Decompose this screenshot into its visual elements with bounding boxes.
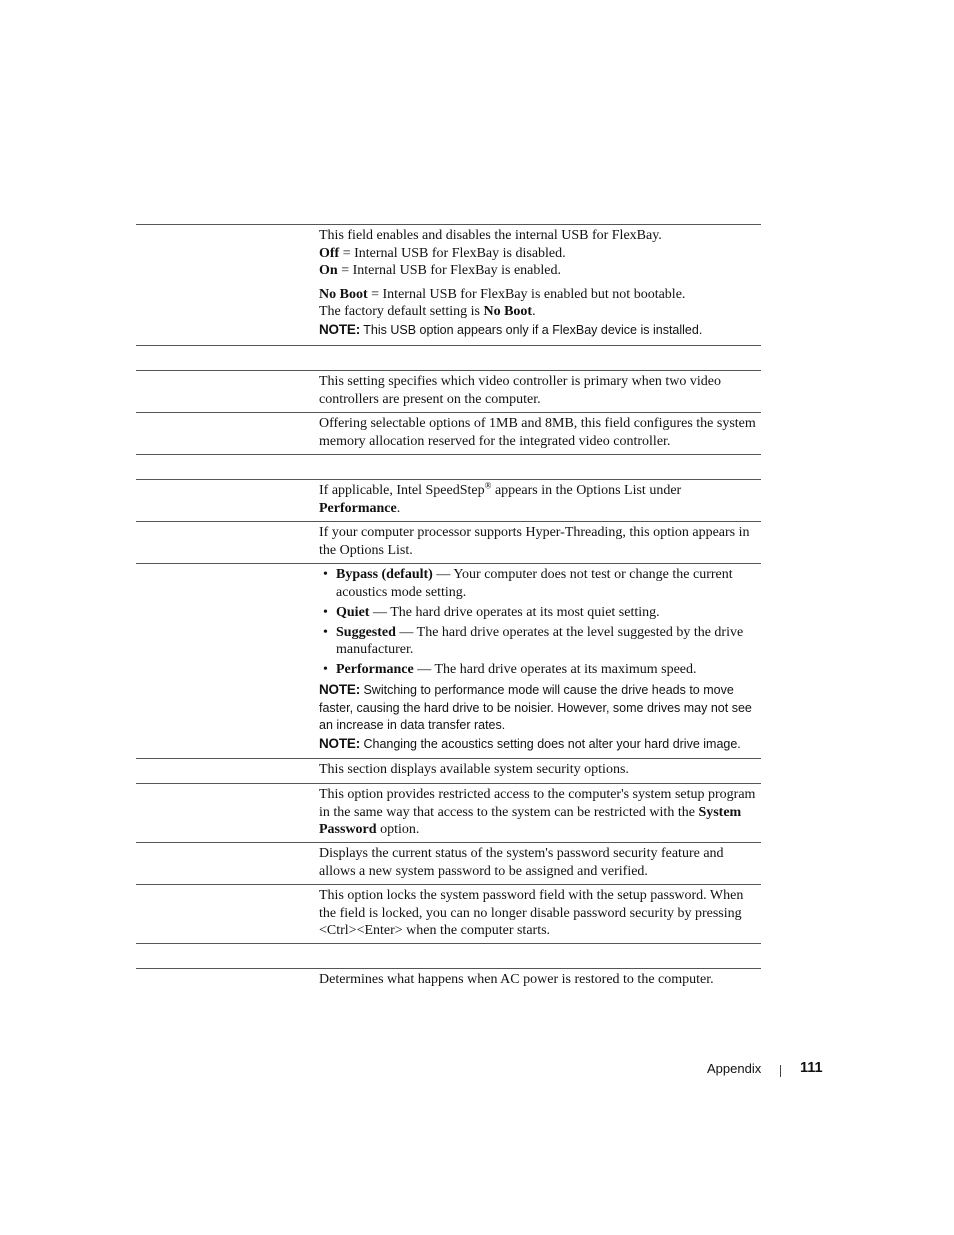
table-row	[136, 454, 761, 479]
list-item: • Bypass (default) — Your computer does not test or change the current acoustics mode setting.	[319, 566, 757, 601]
footer-divider	[780, 1065, 781, 1077]
note-label: NOTE:	[319, 682, 360, 697]
option-label: Bypass (default)	[336, 567, 433, 582]
table-row	[136, 224, 761, 345]
table-row	[136, 943, 761, 968]
table-row	[136, 968, 761, 993]
description-text: This option locks the system password field with the setup password. When the field is locked, you can no longer disable password security by pressing <Ctrl><Enter> when the computer starts.	[319, 888, 744, 938]
note: NOTE: Switching to performance mode will cause the drive heads to move faster, causing the hard drive to be noisier. However, some drives may not see an increase in data transfer rates.	[319, 682, 752, 732]
option-label: System Password	[319, 804, 742, 837]
page-number: 111	[800, 1060, 823, 1076]
description-text: Determines what happens when AC power is restored to the computer.	[319, 972, 714, 987]
option-list	[319, 566, 757, 679]
list-item: • Suggested — The hard drive operates at the level suggested by the drive manufacturer.	[319, 624, 757, 659]
row-description	[319, 522, 761, 563]
note: NOTE: Changing the acoustics setting does not alter your hard drive image.	[319, 735, 741, 751]
row-description	[319, 371, 761, 412]
description-text: This field enables and disables the internal USB for FlexBay.	[319, 228, 662, 243]
note: NOTE: This USB option appears only if a FlexBay device is installed.	[319, 321, 703, 337]
option-label: Performance	[336, 662, 414, 677]
page-footer	[707, 1060, 823, 1076]
table-row	[136, 758, 761, 783]
description-text: This setting specifies which video controller is primary when two video controllers are present on the computer.	[319, 374, 722, 407]
option-label: On	[319, 263, 338, 278]
table-row	[136, 521, 761, 563]
description-text: Displays the current status of the system's password security feature and allows a new system password to be assigned and verified.	[319, 846, 724, 879]
note-label: NOTE:	[319, 321, 360, 337]
table-row	[136, 345, 761, 370]
option-label: Off	[319, 245, 340, 261]
row-description	[319, 759, 761, 783]
note-label: NOTE:	[319, 735, 360, 751]
footer-section-label: Appendix	[707, 1061, 762, 1076]
row-description	[319, 969, 761, 993]
description-text: Offering selectable options of 1MB and 8MB, this field configures the system memory allocation reserved for the integrated video controller.	[319, 416, 756, 449]
settings-table	[136, 224, 761, 993]
option-label: Quiet	[336, 604, 370, 620]
description-text: This section displays available system security options.	[319, 762, 629, 777]
table-row	[136, 370, 761, 412]
row-description	[319, 885, 761, 944]
row-description: If applicable, Intel SpeedStep® appears in the Options List under Performance.	[319, 480, 682, 516]
table-row	[136, 884, 761, 943]
list-item: • Performance — The hard drive operates at its maximum speed.	[319, 661, 757, 679]
table-row	[136, 783, 761, 842]
row-description	[319, 564, 761, 757]
option-label: Suggested	[336, 624, 396, 640]
option-label: Performance	[319, 500, 397, 516]
table-row	[136, 563, 761, 758]
row-description: This field enables and disables the internal USB for FlexBay. Off = Internal USB for FlexBay is disabled. On = Internal USB for FlexBay is enabled. No Boot = Internal USB for FlexBay is enabled but not bootable. The factory default setting is No Boot. NOTE: This USB option appears only if a FlexBay device is installed.	[319, 225, 761, 343]
row-description: This option provides restricted access to the computer's system setup program in the same way that access to the system can be restricted with the System Password option.	[319, 787, 756, 837]
option-label: No Boot	[483, 304, 533, 319]
option-label: No Boot	[319, 286, 368, 302]
table-row	[136, 479, 761, 521]
table-row	[136, 842, 761, 884]
table-row	[136, 412, 761, 454]
row-description	[319, 413, 761, 454]
row-description	[319, 843, 761, 884]
list-item: • Quiet — The hard drive operates at its most quiet setting.	[319, 604, 757, 622]
description-text: If your computer processor supports Hyper-Threading, this option appears in the Options List.	[319, 525, 750, 558]
